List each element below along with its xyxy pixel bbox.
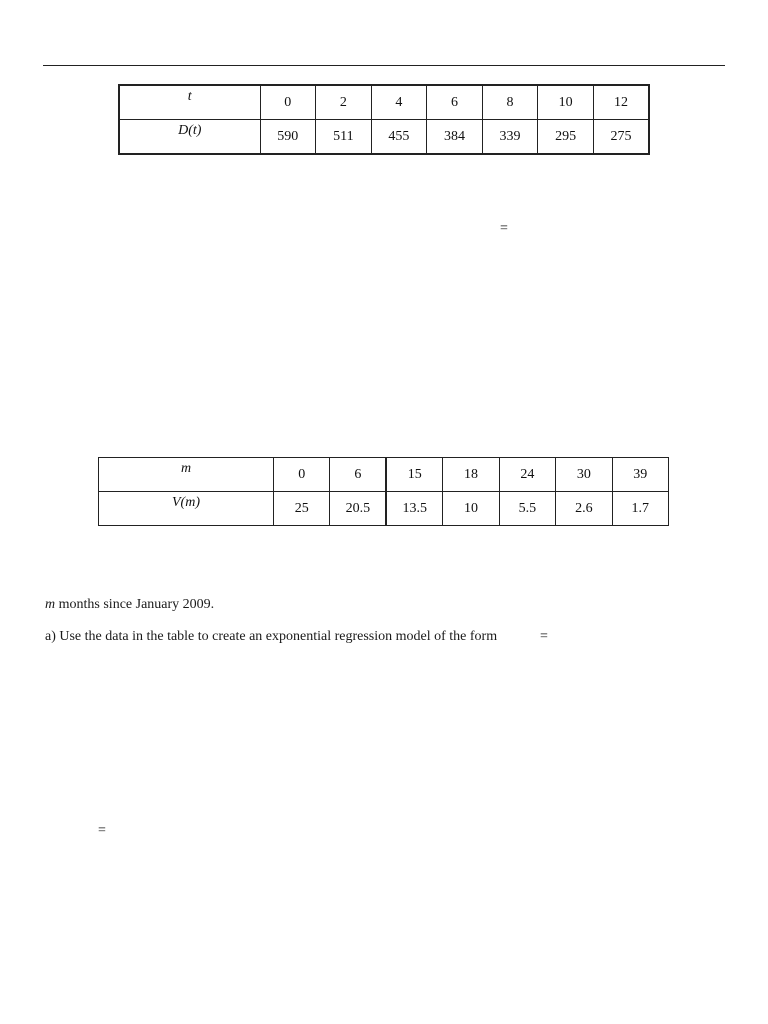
table-cell: 295	[538, 120, 594, 155]
months-since-line	[45, 597, 214, 613]
table-row	[99, 458, 669, 492]
table-cell: 275	[593, 120, 649, 155]
table-cell: 24	[499, 458, 555, 492]
table-cell: 511	[316, 120, 372, 155]
equals-sign: =	[540, 629, 548, 644]
equals-sign: =	[98, 823, 106, 838]
table-cell: 0	[260, 85, 316, 120]
equals-sign: =	[500, 221, 508, 236]
time-distance-table	[118, 84, 650, 155]
table-cell: 10	[443, 492, 499, 526]
table-row	[119, 85, 649, 120]
table-cell: 1.7	[612, 492, 668, 526]
table-cell: 455	[371, 120, 427, 155]
table-cell: 30	[556, 458, 612, 492]
table-cell: 0	[274, 458, 330, 492]
table-cell: 4	[371, 85, 427, 120]
row-label-v: V(m)	[99, 492, 274, 526]
row-label-d: D(t)	[119, 120, 260, 155]
table-cell: 10	[538, 85, 594, 120]
table-cell: 384	[427, 120, 483, 155]
table-cell: 18	[443, 458, 499, 492]
table-cell: 20.5	[330, 492, 386, 526]
table-cell: 8	[482, 85, 538, 120]
table-cell: 2	[316, 85, 372, 120]
question-a: a) Use the data in the table to create an exponential regression model of the form	[45, 629, 498, 644]
table-cell: 13.5	[386, 492, 442, 526]
table-cell: 6	[330, 458, 386, 492]
months-since-text: months since January 2009.	[58, 597, 215, 612]
table-row	[99, 492, 669, 526]
row-label-m: m	[99, 458, 274, 492]
header-rule	[43, 65, 725, 66]
table-row	[119, 120, 649, 155]
table-cell: 12	[593, 85, 649, 120]
month-value-table	[98, 457, 669, 526]
table-cell: 2.6	[556, 492, 612, 526]
table-cell: 5.5	[499, 492, 555, 526]
table-cell: 339	[482, 120, 538, 155]
row-label-t: t	[119, 85, 260, 120]
table-cell: 15	[386, 458, 442, 492]
table-cell: 39	[612, 458, 668, 492]
table-cell: 6	[427, 85, 483, 120]
table-cell: 25	[274, 492, 330, 526]
table-cell: 590	[260, 120, 316, 155]
variable-m: m	[45, 597, 56, 612]
